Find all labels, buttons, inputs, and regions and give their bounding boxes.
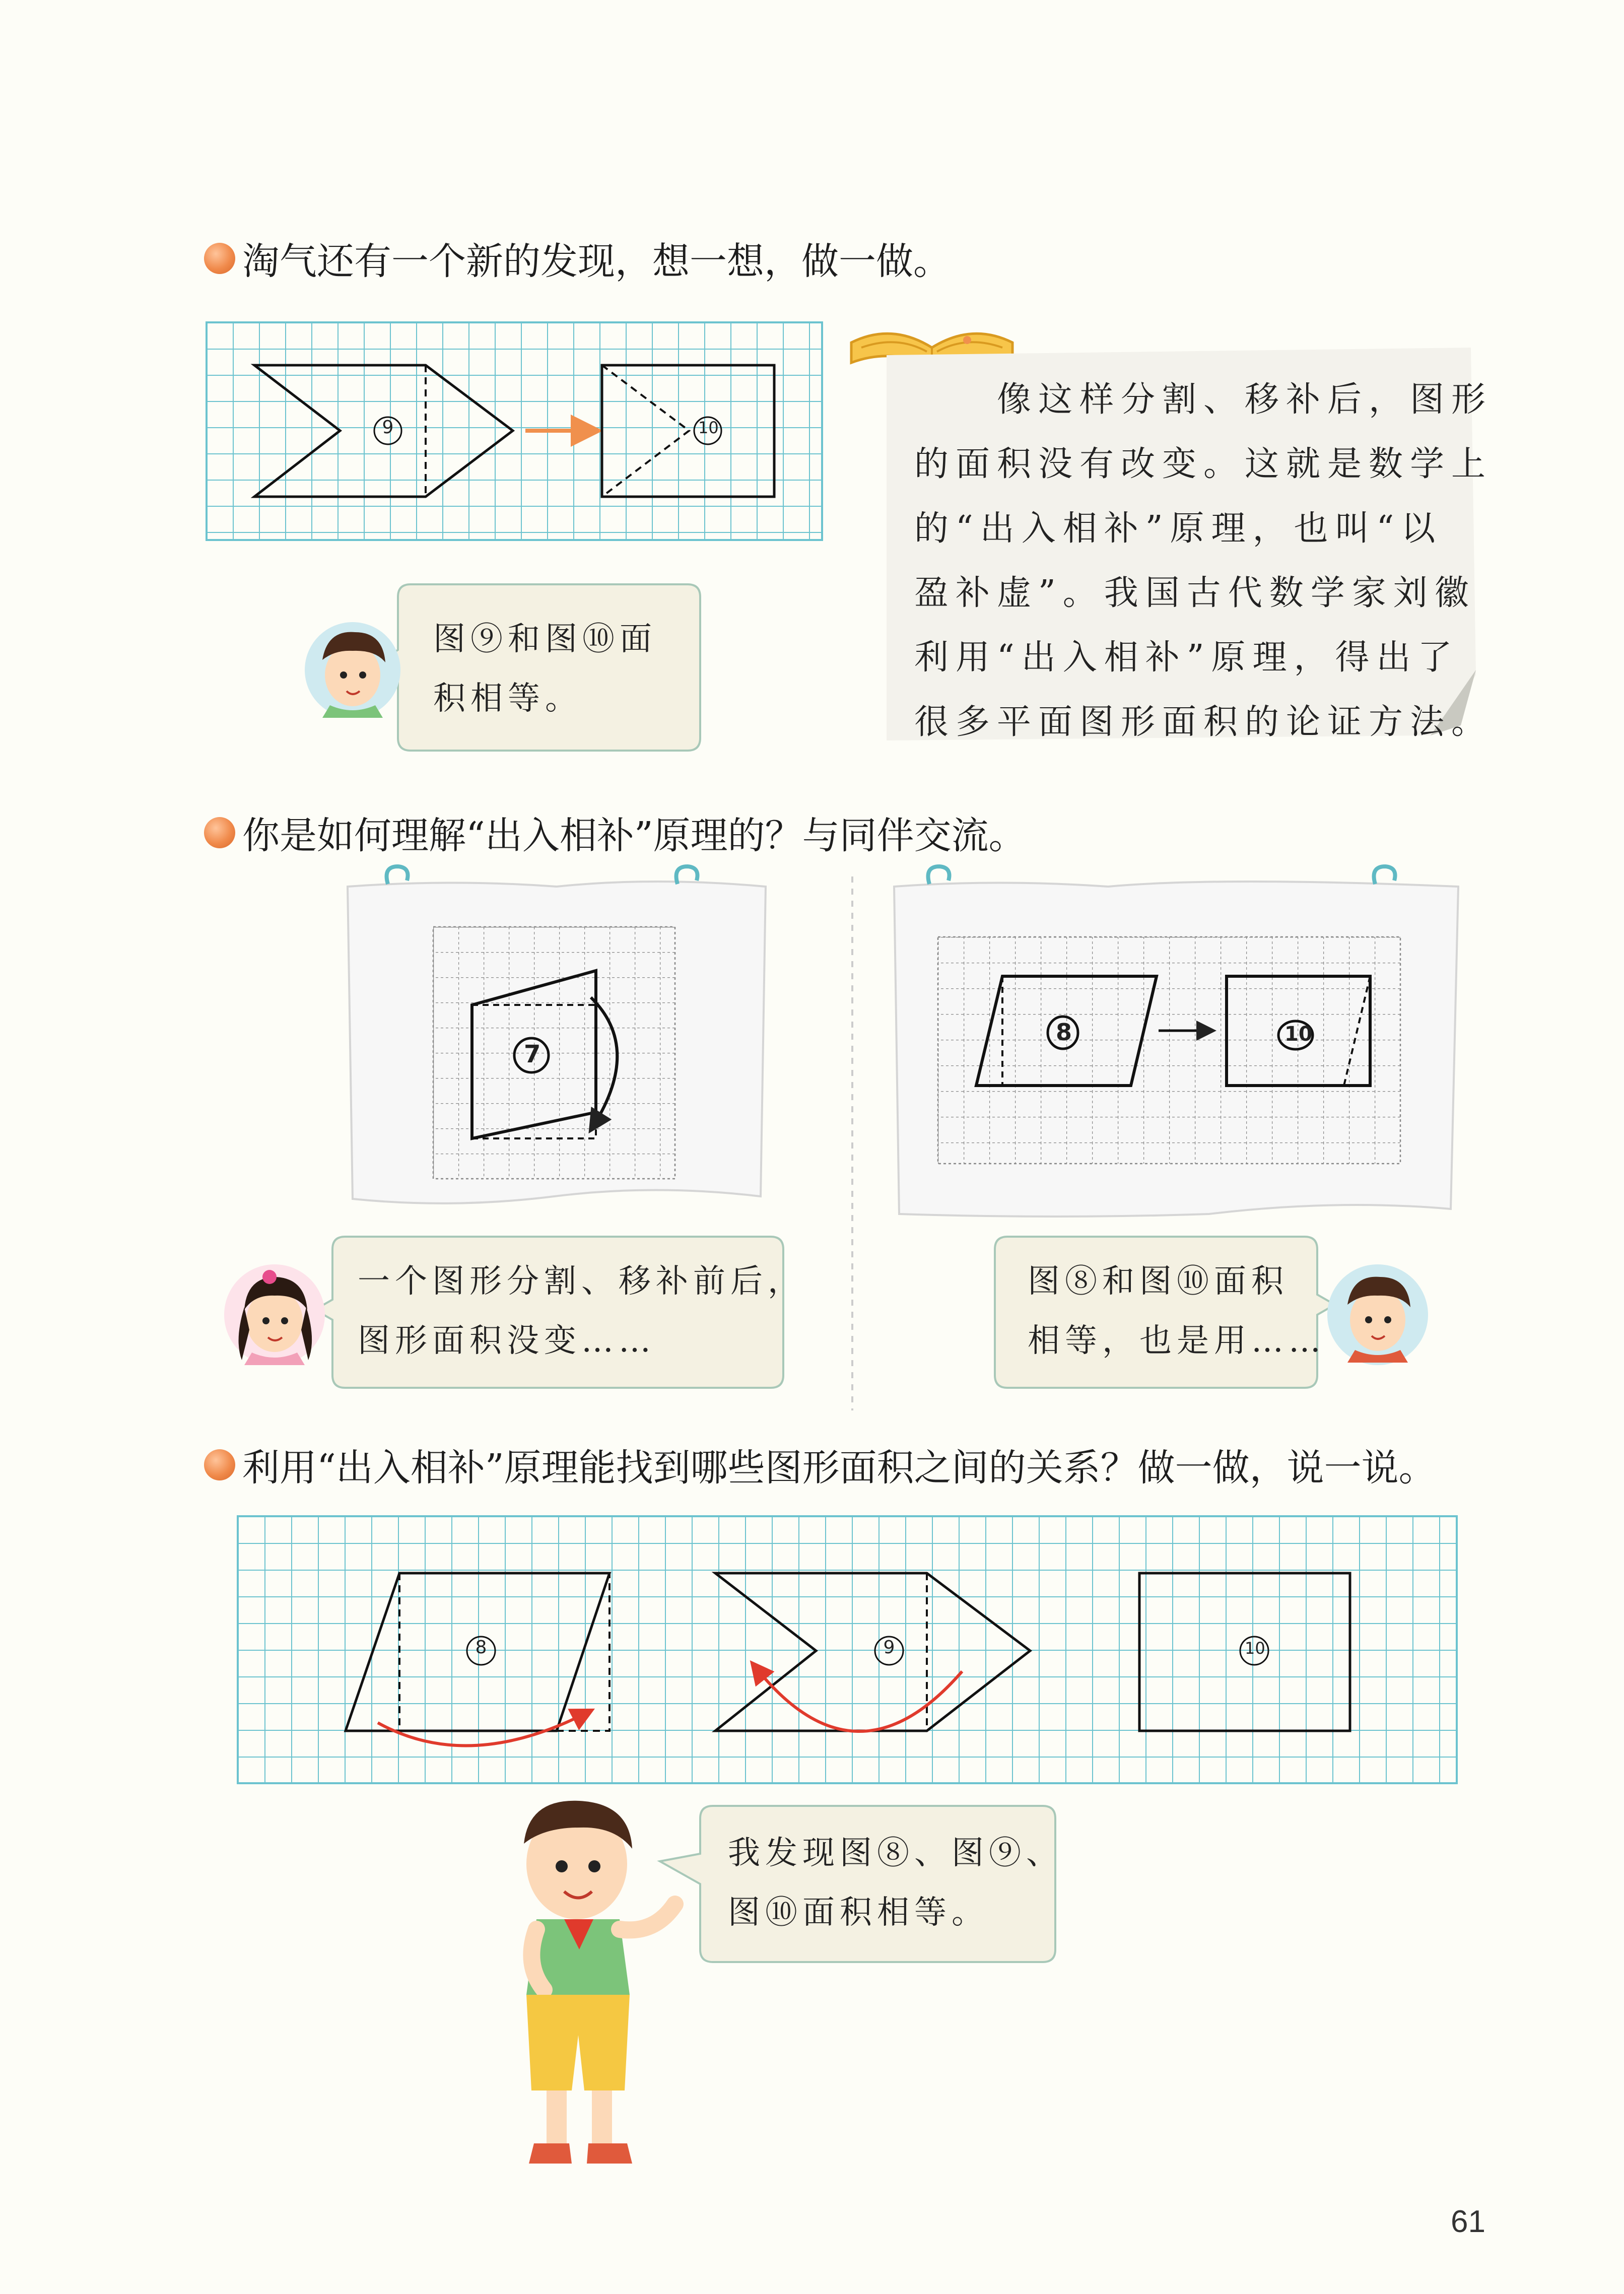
figure-7-hand-number: 7: [524, 1040, 541, 1068]
grid-figure-9-to-10: [207, 322, 822, 540]
girl-avatar: [224, 1264, 325, 1365]
paper-card-figure-8-to-10: [894, 866, 1458, 1217]
note-line-1: 像这样分割、移补后，图形: [914, 380, 1493, 420]
bubble-2-line-2: 图形面积没变……: [358, 1322, 656, 1360]
page-number: 61: [1451, 2204, 1485, 2239]
note-line-5: 利用“出入相补”原理，得出了: [914, 638, 1459, 678]
speech-bubble-3: [1028, 1252, 1326, 1371]
note-paragraph: [914, 368, 1493, 755]
figure-10-hand-number: 10: [1284, 1023, 1313, 1046]
speech-bubble-4: [728, 1824, 1063, 1942]
speech-bubble-1: [433, 610, 657, 728]
figure-9-number-s3: 9: [883, 1637, 895, 1658]
heading-2-text: 你是如何理解“出入相补”原理的？与同伴交流。: [242, 814, 1026, 857]
bubble-1-line-1: 图⑨和图⑩面: [433, 621, 657, 658]
bubble-3-line-2: 相等，也是用……: [1028, 1322, 1326, 1360]
note-line-6: 很多平面图形面积的论证方法。: [914, 702, 1493, 742]
heading-3-text: 利用“出入相补”原理能找到哪些图形面积之间的关系？做一做，说一说。: [242, 1446, 1436, 1490]
bubble-4-line-2: 图⑩面积相等。: [728, 1894, 989, 1931]
note-line-3: 的“出入相补”原理，也叫“以: [914, 509, 1443, 549]
heading-1-text: 淘气还有一个新的发现，想一想，做一做。: [242, 240, 951, 283]
note-line-4: 盈补虚”。我国古代数学家刘徽: [914, 573, 1476, 613]
figure-9-number: 9: [382, 417, 394, 438]
boy-avatar-1: [305, 622, 400, 718]
bubble-2-line-1: 一个图形分割、移补前后，: [358, 1263, 805, 1300]
bubble-4-line-1: 我发现图⑧、图⑨、: [728, 1835, 1063, 1872]
speech-bubble-2: [358, 1252, 805, 1371]
bubble-1-line-2: 积相等。: [433, 680, 582, 717]
boy-avatar-2: [1327, 1264, 1428, 1365]
grid-figures-8-9-10: [238, 1516, 1457, 1783]
figure-10-number-s3: 10: [1245, 1639, 1265, 1658]
bubble-3-line-1: 图⑧和图⑩面积: [1028, 1263, 1289, 1300]
figure-8-number: 8: [475, 1637, 487, 1658]
note-line-2: 的面积没有改变。这就是数学上: [914, 444, 1493, 484]
figure-8-hand-number: 8: [1056, 1019, 1072, 1046]
paper-card-figure-7: [348, 866, 766, 1203]
figure-10-number: 10: [698, 418, 719, 437]
boy-character: [524, 1801, 675, 2164]
